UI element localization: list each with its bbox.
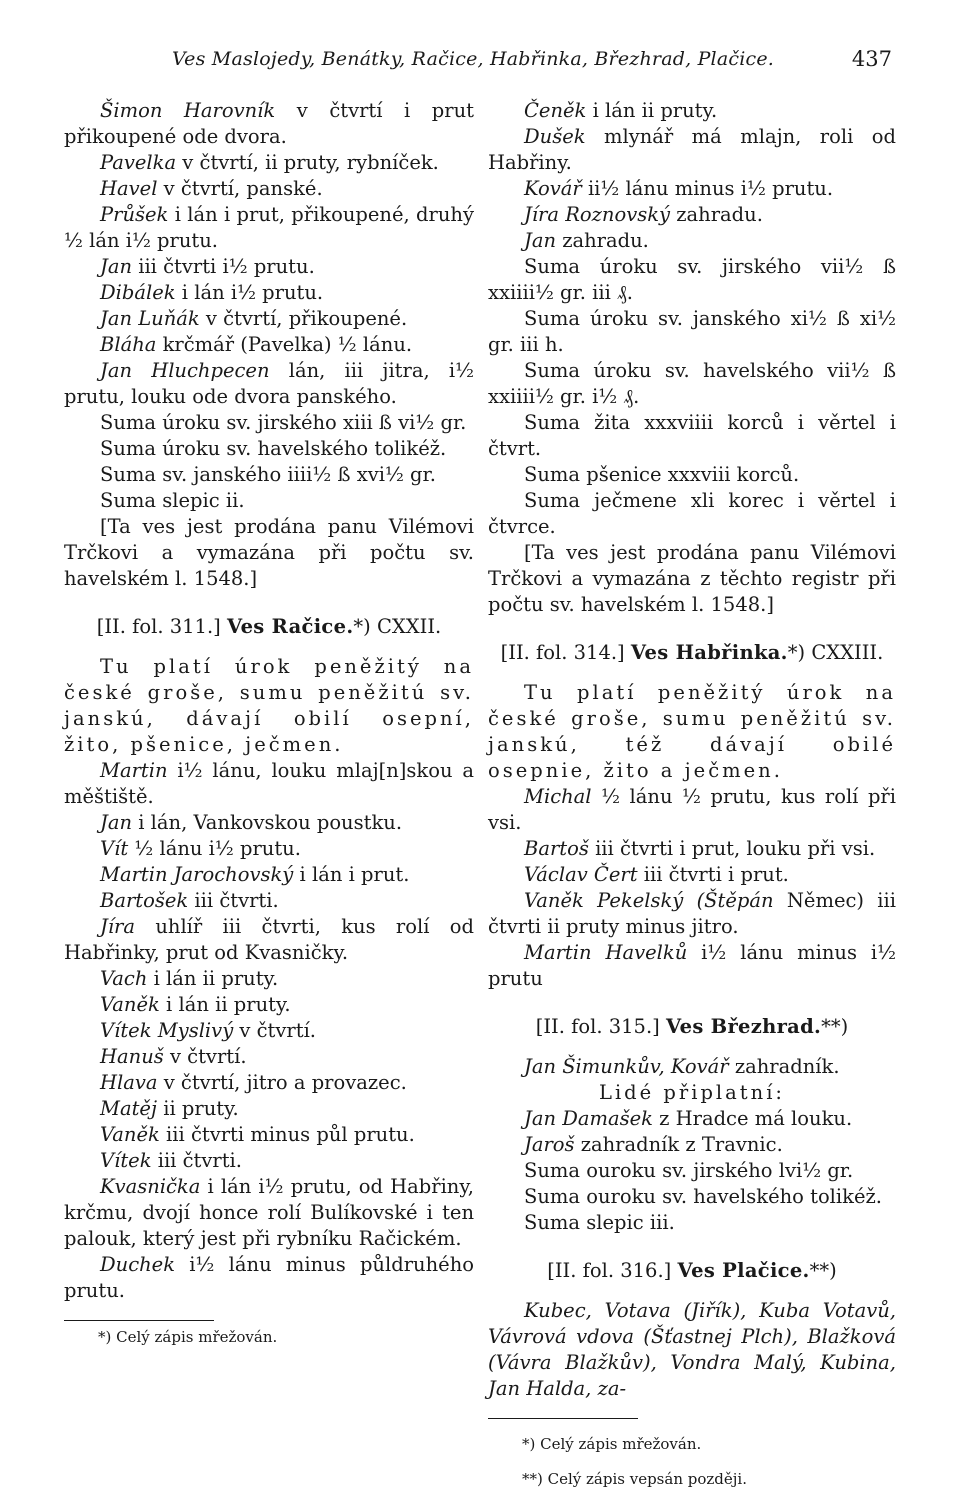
section-title: Ves Habřinka. <box>630 641 788 664</box>
entry-text: ii½ lánu minus i½ prutu. <box>581 177 834 200</box>
section-title: Ves Březhrad. <box>665 1015 822 1038</box>
entry <box>488 228 896 254</box>
entry-text: i lán i½ prutu, od Habřiny, krčmu, dvojí honce rolí Bulíkovské i ten palouk, který jest při rybníku Račickém. <box>64 1175 474 1250</box>
section-star: *) <box>353 615 371 638</box>
entry <box>64 254 474 280</box>
entry-text: v čtvrtí i prut přikoupené ode dvora. <box>64 99 475 148</box>
entry-text: iii čtvrti i prut. <box>637 863 789 886</box>
entry <box>64 966 474 992</box>
left-note: [Ta ves jest prodána panu Vilémovi Trčkovi a vymazána při počtu sv. havelském l. 1548.] <box>64 515 474 590</box>
sum-line: Suma úroku sv. jirského xiii ß vi½ gr. <box>100 411 467 434</box>
entry-text: zahradu. <box>556 229 649 252</box>
entry-text: v čtvrtí, ii pruty, rybníček. <box>176 151 439 174</box>
section-ref: [II. fol. 316.] <box>547 1259 672 1282</box>
entry-text: i lán i prut. <box>293 863 410 886</box>
entry <box>64 358 474 410</box>
entry-name: Kvasnička <box>100 1175 201 1198</box>
entry-name: Martin <box>100 759 168 782</box>
entry-name: Hlava <box>100 1071 158 1094</box>
entry <box>488 176 896 202</box>
entry <box>64 150 474 176</box>
entry-name: Šimon Harovník <box>100 99 276 122</box>
entry-text: i½ lánu minus i½ prutu <box>488 941 897 990</box>
entry-text: z Hradce má louku. <box>652 1107 853 1130</box>
entry-text: v čtvrtí, panské. <box>157 177 323 200</box>
section-ref: [II. fol. 311.] <box>96 615 221 638</box>
entry-name: Vít <box>100 837 129 860</box>
entry-name: Vítek Myslivý <box>100 1019 234 1042</box>
entry-text: i½ lánu minus půldruhého prutu. <box>64 1253 474 1302</box>
entry-name: Michal <box>524 785 592 808</box>
page-number: 437 <box>851 47 892 71</box>
entry-text: i lán, Vankovskou poustku. <box>132 811 403 834</box>
entry-name: Vaněk Pekelský (Štěpán <box>524 889 774 912</box>
sum-line: Suma úroku sv. havelského vii½ ß xxiiii½ gr. i½ ₰. <box>488 359 896 408</box>
section-heading-brezhrad <box>488 1014 896 1040</box>
sum-line: Suma ouroku sv. jirského lvi½ gr. <box>524 1159 854 1182</box>
running-head <box>172 46 892 76</box>
section-star: **) <box>821 1015 849 1038</box>
entry-text: i½ lánu, louku mlaj[n]skou a měštiště. <box>64 759 474 808</box>
entry-text: v čtvrtí, jitro a provazec. <box>157 1071 407 1094</box>
left-sum-list <box>64 410 474 514</box>
section-heading-placice <box>488 1258 896 1284</box>
entry <box>64 1122 474 1148</box>
entry-text: Němec) iii čtvrti ii pruty minus jitro. <box>488 889 896 938</box>
entry-name: Pavelka <box>100 151 177 174</box>
entry <box>64 1252 474 1304</box>
section-ref: [II. fol. 315.] <box>535 1015 660 1038</box>
entry-text: i lán i prut, přikoupené, druhý ½ lán i½ prutu. <box>64 203 474 252</box>
entry-text: ½ lánu ½ prutu, kus rolí při vsi. <box>488 785 896 834</box>
entry-name: Bartoš <box>524 837 589 860</box>
right-note: [Ta ves jest prodána panu Vilémovi Trčkovi a vymazána z těchto registr při počtu sv. havelském l. 1548.] <box>488 541 896 616</box>
placice-text: Kubec, Votava (Jiřík), Kuba Votavů, Vávrová vdova (Šťastnej Plch), Blažková (Vávra Blažkův), Vondra Malý, Kubina, Jan Halda, za- <box>488 1299 896 1400</box>
entry <box>64 1096 474 1122</box>
entry <box>64 992 474 1018</box>
sum-line: Suma žita xxxviiii korců i věrtel i čtvrt. <box>488 411 896 460</box>
entry-name: Jan Šimunkův, Kovář <box>524 1055 729 1078</box>
entry-text: v čtvrtí. <box>163 1045 247 1068</box>
entry-text: iii čtvrti. <box>188 889 279 912</box>
entry-text: iii čtvrti i½ prutu. <box>132 255 315 278</box>
entry-text: zahradník z Travnic. <box>574 1133 783 1156</box>
footnote-rule <box>64 1320 214 1321</box>
entry-text: ii pruty. <box>157 1097 239 1120</box>
sum-line: Suma úroku sv. havelského tolikéž. <box>100 437 447 460</box>
entry-text: lán, iii jitra, i½ prutu, louku ode dvora panského. <box>64 359 474 408</box>
entry <box>64 758 474 810</box>
entry <box>64 1018 474 1044</box>
entry-name: Čeněk <box>524 99 587 122</box>
right-footnotes <box>488 1434 896 1489</box>
right-sum-list <box>488 254 896 540</box>
entry-name: Vach <box>100 967 148 990</box>
entry-name: Jan <box>100 255 133 278</box>
entry-name: Martin Jarochovský <box>100 863 294 886</box>
entry <box>64 1070 474 1096</box>
footnote-rule <box>488 1418 638 1419</box>
entry-name: Havel <box>100 177 158 200</box>
entry-name: Vítek <box>100 1149 152 1172</box>
entry-name: Dušek <box>524 125 586 148</box>
entry-text: iii čtvrti. <box>151 1149 242 1172</box>
entry-text: krčmář (Pavelka) ½ lánu. <box>156 333 413 356</box>
entry-name: Jan Luňák <box>100 307 200 330</box>
entry <box>64 888 474 914</box>
entry <box>488 98 896 124</box>
brezhrad-sum-list <box>488 1158 896 1236</box>
entry-text: iii čtvrti i prut, louku při vsi. <box>588 837 876 860</box>
section-title: Ves Plačice. <box>677 1259 810 1282</box>
right-entry-list <box>488 98 896 254</box>
section-number: CXXIII. <box>811 641 884 664</box>
entry <box>64 836 474 862</box>
section-number: CXXII. <box>376 615 442 638</box>
entry-name: Kovář <box>524 177 582 200</box>
footnote: *) Celý zápis mřežován. <box>98 1328 278 1346</box>
entry-text: uhlíř iii čtvrti, kus rolí od Habřinky, prut od Kvasničky. <box>64 915 474 964</box>
sum-line: Suma slepic ii. <box>100 489 245 512</box>
section-heading-habrinka <box>488 640 896 666</box>
entry <box>488 124 896 176</box>
entry-name: Jan <box>100 811 133 834</box>
habrinka-entry-list <box>488 784 896 992</box>
entry-text: v čtvrtí, přikoupené. <box>199 307 408 330</box>
brezhrad-entry-list <box>488 1106 896 1158</box>
entry-name: Jíra <box>100 915 136 938</box>
entry-text: i lán ii pruty. <box>147 967 279 990</box>
entry-text: v čtvrtí. <box>233 1019 316 1042</box>
entry <box>64 332 474 358</box>
entry-name: Průšek <box>100 203 169 226</box>
footnote: *) Celý zápis mřežován. <box>522 1435 702 1453</box>
entry-name: Bláha <box>100 333 157 356</box>
sum-line: Suma sv. janského iiii½ ß xvi½ gr. <box>100 463 436 486</box>
entry <box>488 1132 896 1158</box>
entry <box>64 862 474 888</box>
entry-name: Matěj <box>100 1097 158 1120</box>
running-title: Ves Maslojedy, Benátky, Račice, Habřinka, Březhrad, Plačice. <box>172 48 775 70</box>
section-ref: [II. fol. 314.] <box>500 641 625 664</box>
section-star: *) <box>787 641 806 664</box>
entry <box>64 98 474 150</box>
section-star: **) <box>809 1259 837 1282</box>
entry <box>64 176 474 202</box>
entry <box>64 810 474 836</box>
entry-name: Martin Havelků <box>524 941 688 964</box>
subheading-priplatni: Lidé připlatní: <box>599 1081 785 1104</box>
entry-name: Duchek <box>100 1253 176 1276</box>
right-column <box>488 98 896 1504</box>
entry <box>64 306 474 332</box>
sum-line: Suma pšenice xxxviii korců. <box>524 463 800 486</box>
entry-name: Jan Hluchpecen <box>100 359 270 382</box>
entry <box>64 914 474 966</box>
entry-name: Jíra Roznovský <box>524 203 671 226</box>
entry <box>488 784 896 836</box>
entry-text: i lán ii pruty. <box>586 99 718 122</box>
sum-line: Suma úroku sv. jirského vii½ ß xxiiii½ gr. iii ₰. <box>488 255 896 304</box>
entry-name: Hanuš <box>100 1045 164 1068</box>
racice-entry-list <box>64 758 474 1304</box>
sum-line: Suma ječmene xli korec i věrtel i čtvrce. <box>488 489 896 538</box>
entry <box>64 202 474 254</box>
section-title: Ves Račice. <box>226 615 354 638</box>
entry <box>64 1174 474 1252</box>
left-entry-list <box>64 98 474 410</box>
entry <box>488 862 896 888</box>
entry-name: Vaněk <box>100 993 160 1016</box>
entry <box>64 280 474 306</box>
brezhrad-first-entry <box>488 1054 896 1080</box>
sum-line: Suma ouroku sv. havelského tolikéž. <box>524 1185 882 1208</box>
entry <box>488 888 896 940</box>
entry-text: mlynář má mlajn, roli od Habřiny. <box>488 125 896 174</box>
footnote: **) Celý zápis vepsán později. <box>522 1470 747 1488</box>
entry-text: ½ lánu i½ prutu. <box>128 837 301 860</box>
entry-text: iii čtvrti minus půl prutu. <box>159 1123 415 1146</box>
entry <box>488 836 896 862</box>
entry <box>64 1044 474 1070</box>
sum-line: Suma slepic iii. <box>524 1211 675 1234</box>
entry-text: i lán ii pruty. <box>159 993 291 1016</box>
entry <box>488 202 896 228</box>
section-intro: Tu platí úrok peněžitý na české groše, sumu peněžitú sv. janskú, dávají obilí osepní, žito, pšenice, ječmen. <box>64 655 474 756</box>
entry-name: Jan <box>524 229 557 252</box>
entry <box>64 1148 474 1174</box>
entry-name: Jaroš <box>524 1133 575 1156</box>
entry-text: i lán i½ prutu. <box>175 281 324 304</box>
entry <box>488 940 896 992</box>
entry-name: Václav Čert <box>524 863 638 886</box>
entry <box>488 1106 896 1132</box>
left-column <box>64 98 474 1347</box>
section-heading-racice <box>64 614 474 640</box>
entry-name: Bartošek <box>100 889 189 912</box>
sum-line: Suma úroku sv. janského xi½ ß xi½ gr. iii h. <box>488 307 896 356</box>
entry-text: zahradu. <box>670 203 763 226</box>
section-intro: Tu platí peněžitý úrok na české groše, sumu peněžitú sv. janskú, též dávají obilé osepnie, žito a ječmen. <box>488 681 896 782</box>
entry-name: Vaněk <box>100 1123 160 1146</box>
entry-text: zahradník. <box>728 1055 840 1078</box>
entry-name: Jan Damašek <box>524 1107 653 1130</box>
entry-name: Dibálek <box>100 281 176 304</box>
